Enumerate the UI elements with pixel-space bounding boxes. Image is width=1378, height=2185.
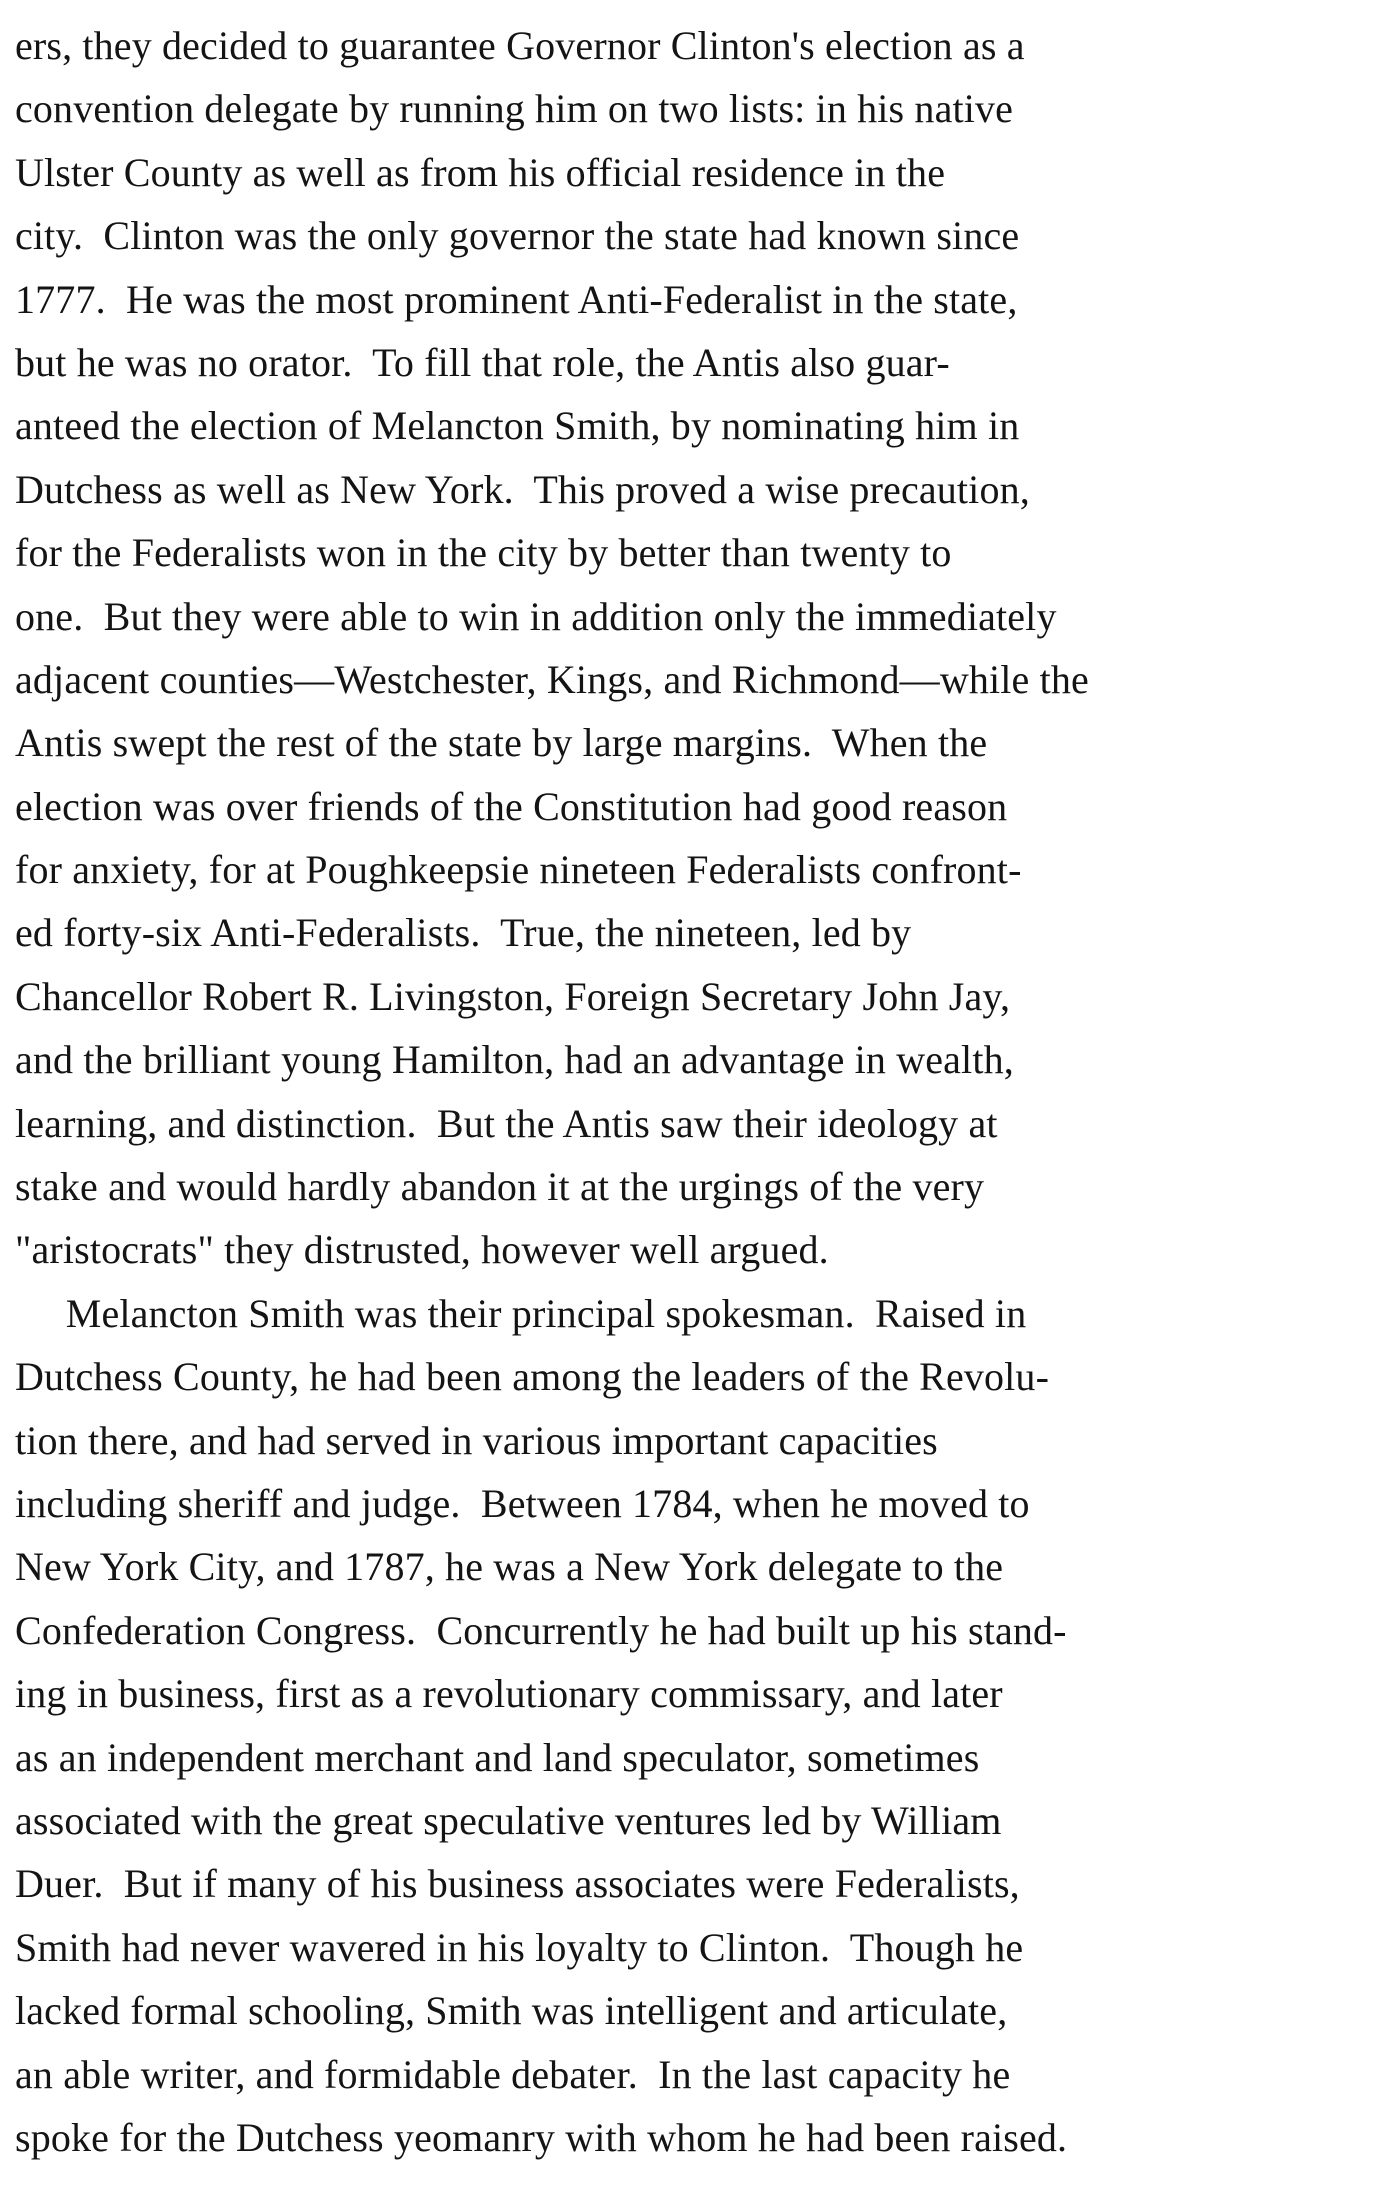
text-line: New York City, and 1787, he was a New York delegate to the	[15, 1544, 1004, 1590]
text-line: tion there, and had served in various important capacities	[15, 1417, 938, 1463]
text-line: Smith had never wavered in his loyalty to Clinton. Though he	[15, 1924, 1024, 1970]
text-line: but he was no orator. To fill that role, the Antis also guar-	[15, 339, 950, 385]
text-line: 1777. He was the most prominent Anti-Federalist in the state,	[15, 276, 1018, 322]
paragraph-start-line: Melancton Smith was their principal spokesman. Raised in	[15, 1290, 1027, 1336]
text-line: election was over friends of the Constitution had good reason	[15, 783, 1008, 829]
text-line: anteed the election of Melancton Smith, by nominating him in	[15, 403, 1020, 449]
text-line: convention delegate by running him on two lists: in his native	[15, 86, 1014, 132]
text-line: an able writer, and formidable debater. In the last capacity he	[15, 2051, 1011, 2097]
text-line: one. But they were able to win in addition only the immediately	[15, 593, 1057, 639]
document-body	[15, 14, 1365, 2169]
text-line: Confederation Congress. Concurrently he had built up his stand-	[15, 1607, 1067, 1653]
text-line: ers, they decided to guarantee Governor Clinton's election as a	[15, 23, 1025, 68]
text-line: Chancellor Robert R. Livingston, Foreign Secretary John Jay,	[15, 973, 1011, 1019]
text-line: as an independent merchant and land speculator, sometimes	[15, 1734, 980, 1780]
text-line: Antis swept the rest of the state by large margins. When the	[15, 720, 988, 766]
text-line: spoke for the Dutchess yeomanry with whom he had been raised.	[15, 2114, 1068, 2160]
text-line: including sheriff and judge. Between 1784, when he moved to	[15, 1480, 1030, 1526]
text-line: Duer. But if many of his business associates were Federalists,	[15, 1861, 1020, 1907]
text-line: Dutchess County, he had been among the leaders of the Revolu-	[15, 1354, 1050, 1400]
text-line: for the Federalists won in the city by better than twenty to	[15, 530, 952, 576]
text-line: lacked formal schooling, Smith was intelligent and articulate,	[15, 1988, 1008, 2034]
text-line: Ulster County as well as from his official residence in the	[15, 149, 946, 195]
text-line: for anxiety, for at Poughkeepsie nineteen Federalists confront-	[15, 847, 1022, 893]
text-line: "aristocrats" they distrusted, however well argued.	[15, 1227, 829, 1273]
text-line: city. Clinton was the only governor the state had known since	[15, 213, 1020, 259]
text-line: associated with the great speculative ventures led by William	[15, 1797, 1002, 1843]
text-line: and the brilliant young Hamilton, had an advantage in wealth,	[15, 1037, 1014, 1083]
text-line: stake and would hardly abandon it at the urgings of the very	[15, 1164, 985, 1210]
text-line: adjacent counties—Westchester, Kings, and Richmond—while the	[15, 656, 1089, 702]
text-line: ed forty-six Anti-Federalists. True, the nineteen, led by	[15, 910, 912, 956]
text-line: ing in business, first as a revolutionary commissary, and later	[15, 1671, 1003, 1717]
text-line: learning, and distinction. But the Antis saw their ideology at	[15, 1100, 998, 1146]
text-line: Dutchess as well as New York. This proved a wise precaution,	[15, 466, 1030, 512]
